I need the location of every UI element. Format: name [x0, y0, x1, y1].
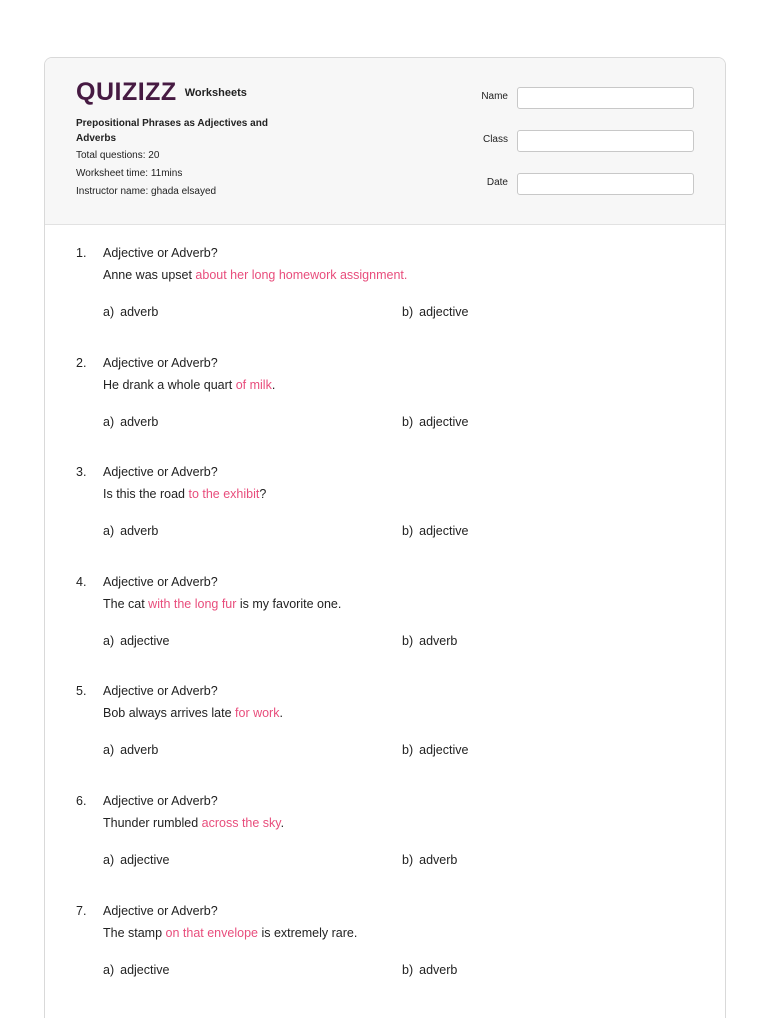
option-a-text: adverb — [120, 743, 159, 758]
option-a[interactable] — [103, 415, 158, 429]
date-field[interactable] — [517, 173, 694, 195]
sentence-before: The stamp — [103, 925, 166, 940]
quizizz-logo: QUIZIZZ — [76, 78, 177, 106]
option-b[interactable] — [402, 963, 457, 977]
option-a-letter: a) — [103, 962, 115, 977]
name-field[interactable] — [517, 87, 694, 109]
option-b-text: adjective — [419, 305, 469, 319]
option-a-letter: a) — [103, 853, 115, 867]
option-b-text: adjective — [419, 524, 469, 539]
option-a-text: adjective — [120, 633, 170, 648]
highlighted-phrase: with the long fur — [148, 596, 237, 611]
option-b-text: adverb — [419, 962, 458, 977]
worksheet-header — [45, 58, 725, 225]
option-b[interactable] — [402, 415, 468, 429]
brand — [76, 80, 247, 104]
option-b[interactable] — [402, 634, 457, 648]
option-b[interactable] — [402, 743, 468, 757]
class-field[interactable] — [517, 130, 694, 152]
sentence-after: ? — [259, 487, 267, 502]
question-sentence — [103, 268, 407, 282]
highlighted-phrase: on that envelope — [165, 925, 258, 940]
sentence-before: Is this the road — [103, 487, 189, 502]
option-b[interactable] — [402, 853, 457, 867]
question-sentence — [103, 816, 284, 830]
option-b-letter: b) — [402, 524, 414, 539]
option-b[interactable] — [402, 305, 468, 319]
highlighted-phrase: of milk — [235, 377, 272, 392]
option-b-letter: b) — [402, 633, 414, 648]
option-b-letter: b) — [402, 853, 414, 867]
logo-subtitle: Worksheets — [184, 87, 247, 99]
question-number: 7. — [76, 903, 87, 918]
class-label: Class — [482, 134, 508, 145]
highlighted-phrase: for work — [235, 706, 280, 721]
option-a-text: adjective — [120, 853, 170, 867]
option-a-text: adjective — [120, 962, 170, 977]
question-prompt: Adjective or Adverb? — [103, 684, 218, 699]
sentence-after: . — [271, 377, 276, 392]
total-questions: Total questions: 20 — [76, 150, 160, 161]
sentence-before: The cat — [103, 596, 149, 611]
question-number: 3. — [76, 465, 87, 480]
option-a-text: adverb — [120, 414, 159, 429]
option-a[interactable] — [103, 634, 169, 648]
question-sentence — [103, 926, 357, 940]
question-sentence — [103, 487, 266, 501]
sentence-before: Bob always arrives late — [103, 706, 236, 721]
option-b-letter: b) — [402, 743, 414, 758]
name-label: Name — [481, 91, 508, 102]
highlighted-phrase: about her long homework assignment. — [195, 268, 408, 282]
worksheet-page — [44, 57, 726, 1018]
option-a[interactable] — [103, 853, 169, 867]
option-a-text: adverb — [120, 524, 159, 539]
sentence-before: Anne was upset — [103, 268, 196, 282]
option-a-letter: a) — [103, 305, 115, 319]
question-number: 4. — [76, 574, 87, 589]
sentence-before: Thunder rumbled — [103, 816, 202, 830]
option-a-text: adverb — [120, 305, 159, 319]
option-a[interactable] — [103, 305, 158, 319]
question-sentence — [103, 597, 341, 611]
option-b-text: adjective — [419, 743, 469, 758]
instructor-name: Instructor name: ghada elsayed — [76, 186, 217, 197]
worksheet-title: Prepositional Phrases as Adjectives and Adverbs — [76, 118, 268, 144]
question-number: 2. — [76, 355, 87, 370]
question-number: 5. — [76, 684, 87, 699]
sentence-after: is extremely rare. — [257, 925, 358, 940]
option-a[interactable] — [103, 743, 158, 757]
question-prompt: Adjective or Adverb? — [103, 574, 218, 589]
option-a[interactable] — [103, 524, 158, 538]
question-prompt: Adjective or Adverb? — [103, 465, 218, 480]
question-number: 6. — [76, 794, 87, 808]
option-b-text: adverb — [419, 633, 458, 648]
option-b-text: adverb — [419, 853, 458, 867]
sentence-before: He drank a whole quart — [103, 377, 236, 392]
option-a-letter: a) — [103, 743, 115, 758]
option-b-letter: b) — [402, 414, 414, 429]
sentence-after: is my favorite one. — [236, 596, 342, 611]
worksheet-time: Worksheet time: 11mins — [76, 168, 183, 179]
question-prompt: Adjective or Adverb? — [103, 794, 218, 808]
option-a-letter: a) — [103, 414, 115, 429]
option-b-letter: b) — [402, 305, 414, 319]
option-b[interactable] — [402, 524, 468, 538]
sentence-after: . — [280, 816, 285, 830]
question-prompt: Adjective or Adverb? — [103, 903, 218, 918]
option-a-letter: a) — [103, 633, 115, 648]
question-prompt: Adjective or Adverb? — [103, 246, 218, 260]
question-sentence — [103, 378, 275, 392]
sentence-after: . — [279, 706, 283, 721]
highlighted-phrase: to the exhibit — [188, 487, 260, 502]
option-b-letter: b) — [402, 962, 414, 977]
option-b-text: adjective — [419, 414, 469, 429]
date-label: Date — [486, 177, 508, 188]
highlighted-phrase: across the sky — [201, 816, 281, 830]
question-sentence — [103, 706, 283, 720]
question-prompt: Adjective or Adverb? — [103, 355, 218, 370]
option-a[interactable] — [103, 963, 169, 977]
option-a-letter: a) — [103, 524, 115, 539]
question-number: 1. — [76, 246, 87, 260]
